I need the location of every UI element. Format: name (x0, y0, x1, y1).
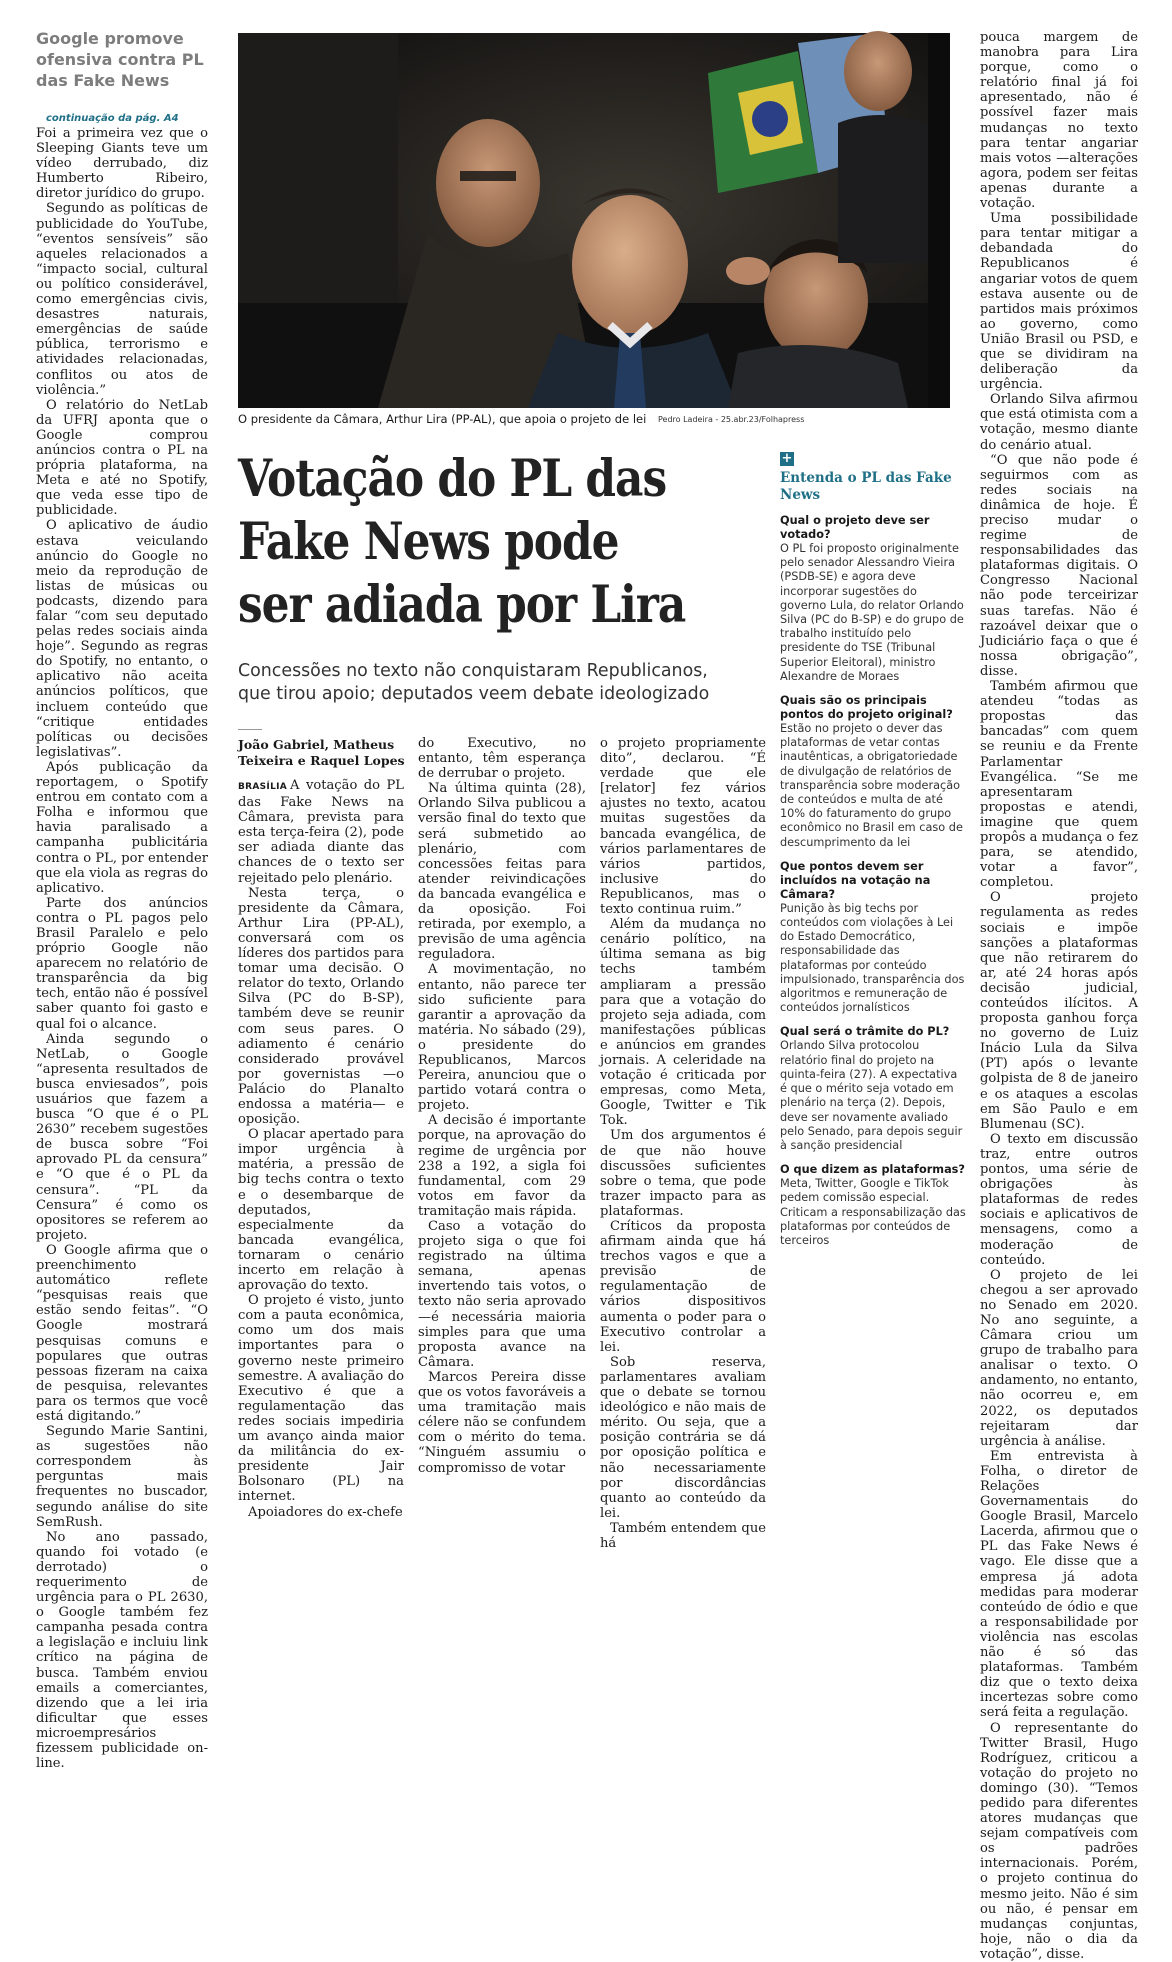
paragraph: Orlando Silva afirmou que está otimista com a votação, mesmo diante do cenário atual. (980, 392, 1138, 452)
sidebar-title: Entenda o PL das Fake News (780, 470, 966, 504)
section-kicker: Google promove ofensiva contra PL das Fake News (36, 28, 216, 91)
sidebar-answer: Orlando Silva protocolou relatório final do projeto na quinta-feira (27). A expectativa é que o mérito seja votado em plenário na terça (2). Depois, deve ser novamente avaliado pelo Senado, para depois seguir à sanção presidencial (780, 1039, 966, 1153)
byline-rule (238, 729, 262, 730)
paragraph: Em entrevista à Folha, o diretor de Relações Governamentais do Google Brasil, Marcelo Lacerda, afirmou que o PL das Fake News é vago. Ele disse que a empresa já adota medidas para moderar conteúdo de ódio e que a responsabilidade por violência nas escolas não é só das plataformas. Também diz que o texto deixa incertezas sobre como será feita a regulação. (980, 1449, 1138, 1721)
paragraph: “O que não pode é seguirmos com as redes sociais na dinâmica de hoje. É preciso mudar o regime de responsabilidades das plataformas digitais. O Congresso Nacional não pode terceirizar suas tarefas. Não é razoável deixar que o Judiciário faça o que é nossa obrigação”, disse. (980, 453, 1138, 679)
paragraph: O projeto é visto, junto com a pauta econômica, como um dos mais importantes para o governo neste primeiro semestre. A avaliação do Executivo é que a regulamentação das redes sociais impediria um avanço ainda maior da militância do ex-presidente Jair Bolsonaro (PL) na internet. (238, 1293, 404, 1504)
paragraph: O representante do Twitter Brasil, Hugo Rodríguez, criticou a votação do projeto no domingo (30). “Temos pedido para diferentes atores mudanças que sejam compatíveis com os padrões internacionais. Porém, o projeto continua do mesmo jeito. Não é sim ou não, é pensar em mudanças conjuntas, hoje, não o dia da votação”, disse. (980, 1721, 1138, 1962)
deck-line: Concessões no texto não conquistaram Republicanos, (238, 660, 768, 683)
paragraph: Também entendem que há (600, 1521, 766, 1551)
paragraph: Parte dos anúncios contra o PL pagos pelo Brasil Paralelo e pelo próprio Google não aparecem no relatório de transparência da big tech, então não é possível saber quanto foi gasto e qual foi o alcance. (36, 896, 208, 1032)
deck-line: que tirou apoio; deputados veem debate ideologizado (238, 683, 768, 706)
article-column-1 (238, 778, 404, 1344)
paragraph: O Google afirma que o preenchimento automático reflete “pesquisas reais que estão sendo feitas”. “O Google mostrará pesquisas comuns e populares que outras pessoas fizeram na caixa de pesquisa, relevantes para os termos que você está digitando.” (36, 1243, 208, 1424)
explainer-sidebar (780, 452, 966, 1344)
sidebar-question: Quais são os principais pontos do projeto original? (780, 694, 966, 722)
sidebar-item (780, 514, 966, 684)
article-column-3 (600, 736, 766, 1344)
photo-caption: O presidente da Câmara, Arthur Lira (PP-AL), que apoia o projeto de lei (238, 412, 646, 426)
sidebar-question: Que pontos devem ser incluídos na votação na Câmara? (780, 860, 966, 902)
sidebar-answer: Punição às big techs por conteúdos com violações à Lei do Estado Democrático, responsabilidade das plataformas por conteúdo impulsionado, transparência dos algoritmos e remuneração de conteúdos jornalísticos (780, 902, 966, 1016)
paragraph: Marcos Pereira disse que os votos favoráveis a uma tramitação mais célere não se confundem com o mérito do tema. “Ninguém assumiu o compromisso de votar (418, 1370, 586, 1476)
paragraph: Apoiadores do ex-chefe (238, 1505, 404, 1520)
continued-note: continuação da pág. A4 (36, 112, 208, 126)
paragraph: O projeto de lei chegou a ser aprovado no Senado em 2020. No ano seguinte, a Câmara criou um grupo de trabalho para analisar o texto. O andamento, no entanto, não ocorreu e, em 2022, os deputados rejeitaram dar urgência à análise. (980, 1268, 1138, 1449)
headline (238, 448, 685, 637)
dateline: BRASÍLIA (238, 782, 287, 792)
paragraph: pouca margem de manobra para Lira porque, como o relatório final já foi apresentado, não é possível fazer mais mudanças no texto para tentar angariar mais votos —alterações agora, podem ser feitas apenas durante a votação. (980, 30, 1138, 211)
photo-illustration (238, 33, 950, 408)
paragraph: Após publicação da reportagem, o Spotify entrou em contato com a Folha e informou que havia paralisado a campanha publicitária contra o PL, por entender que ela viola as regras do aplicativo. (36, 760, 208, 896)
headline-line: Votação do PL das (238, 448, 685, 511)
paragraph: Uma possibilidade para tentar mitigar a debandada do Republicanos é angariar votos de quem estava ausente ou de partidos mais próximos ao governo, como União Brasil ou PSD, e que se dividiram na deliberação da urgência. (980, 211, 1138, 392)
sidebar-question: O que dizem as plataformas? (780, 1163, 966, 1177)
paragraph: O aplicativo de áudio estava veiculando anúncio do Google no meio da reprodução de listas de músicas ou podcasts, dizendo para falar “com seu deputado pelas redes sociais ainda hoje”. Segundo as regras do Spotify, no entanto, o aplicativo não aceita anúncios políticos, que incluem conteúdo que “critique entidades políticas ou decisões legislativas”. (36, 518, 208, 760)
paragraph: Sob reserva, parlamentares avaliam que o debate se tornou ideológico e não mais de mérito. Ou seja, que a posição contrária se dá por oposição política e não necessariamente por discordâncias quanto ao conteúdo da lei. (600, 1355, 766, 1521)
plus-icon: + (780, 452, 794, 466)
sidebar-item (780, 1163, 966, 1248)
paragraph: Segundo as políticas de publicidade do YouTube, “eventos sensíveis” são aqueles relacionados a “impacto social, cultural ou político considerável, como emergências civis, desastres naturais, emergências de saúde pública, terrorismo e atividades relacionadas, conflitos ou atos de violência.” (36, 201, 208, 397)
paragraph: Segundo Marie Santini, as sugestões não correspondem às perguntas mais frequentes no buscador, segundo análise do site SemRush. (36, 1424, 208, 1530)
paragraph: A decisão é importante porque, na aprovação do regime de urgência por 238 a 192, a sigla foi fundamental, com 29 votos em favor da tramitação mais rápida. (418, 1113, 586, 1219)
photo-credit: Pedro Ladeira - 25.abr.23/Folhapress (658, 415, 804, 424)
paragraph: Caso a votação do projeto siga o que foi registrado na última semana, apenas invertendo tais votos, o texto não seria aprovado —é necessária maioria simples para que uma proposta avance na Câmara. (418, 1219, 586, 1370)
paragraph: Um dos argumentos é de que não houve discussões suficientes sobre o tema, que pode trazer impacto para as plataformas. (600, 1128, 766, 1219)
headline-line: ser adiada por Lira (238, 574, 685, 637)
paragraph: O relatório do NetLab da UFRJ aponta que o Google comprou anúncios contra o PL na própria plataforma, na Meta e até no Spotify, que veda esse tipo de publicidade. (36, 398, 208, 519)
paragraph: No ano passado, quando foi votado (e derrotado) o requerimento de urgência para o PL 2630, o Google também fez campanha pesada contra a legislação e incluiu link crítico na página de busca. Também enviou emails a comerciantes, dizendo que a lei iria dificultar que esses microempresários fizessem publicidade on-line. (36, 1530, 208, 1772)
paragraph: do Executivo, no entanto, têm esperança de derrubar o projeto. (418, 736, 586, 781)
sidebar-item (780, 1025, 966, 1153)
paragraph: O texto em discussão traz, entre outros pontos, uma série de obrigações às plataformas de redes sociais e aplicativos de mensagens, como a moderação de conteúdo. (980, 1132, 1138, 1268)
article-column-4 (980, 30, 1138, 1344)
news-photo (238, 33, 950, 408)
subheadline (238, 660, 768, 706)
paragraph: O projeto regulamenta as redes sociais e impõe sanções a plataformas que não retirarem do ar, até 24 horas após decisão judicial, conteúdos ilícitos. A proposta ganhou força no governo de Luiz Inácio Lula da Silva (PT) após o levante golpista de 8 de janeiro e os ataques a escolas em São Paulo e em Blumenau (SC). (980, 890, 1138, 1132)
headline-line: Fake News pode (238, 511, 685, 574)
paragraph (238, 778, 404, 886)
sidebar-answer: Estão no projeto o dever das plataformas de vetar contas inautênticas, a obrigatoriedade de divulgação de relatórios de transparência sobre moderação de conteúdos e multa de até 10% do faturamento do grupo econômico no Brasil em caso de descumprimento da lei (780, 722, 966, 850)
paragraph: A movimentação, no entanto, não parece ter sido suficiente para garantir a aprovação da matéria. No sábado (29), o presidente do Republicanos, Marcos Pereira, anunciou que o partido votará contra o projeto. (418, 962, 586, 1113)
paragraph: Além da mudança no cenário político, na última semana as big techs também ampliaram a pressão para que a votação do projeto seja adiada, com manifestações públicas e anúncios em grandes jornais. A celeridade na votação é criticada por empresas, como Meta, Google, Twitter e Tik Tok. (600, 917, 766, 1128)
paragraph: Nesta terça, o presidente da Câmara, Arthur Lira (PP-AL), conversará com os líderes dos partidos para tomar uma decisão. O relator do texto, Orlando Silva (PC do B-SP), também deve se reunir com seus pares. O adiamento é cenário considerado provável por governistas —o Palácio do Planalto endossa a matéria— e oposição. (238, 886, 404, 1128)
byline: João Gabriel, Matheus Teixeira e Raquel Lopes (238, 737, 408, 769)
sidebar-question: Qual será o trâmite do PL? (780, 1025, 966, 1039)
lead-text: A votação do PL das Fake News na Câmara, prevista para esta terça-feira (2), pode ser adiada diante das chances de o texto ser rejeitado pelo plenário. (238, 778, 404, 886)
sidebar-answer: O PL foi proposto originalmente pelo senador Alessandro Vieira (PSDB-SE) e agora deve incorporar sugestões do governo Lula, do relator Orlando Silva (PC do B-SP) e do grupo de trabalho instituído pelo presidente do TSE (Tribunal Superior Eleitoral), ministro Alexandre de Moraes (780, 542, 966, 684)
paragraph: o projeto propriamente dito”, declarou. “É verdade que ele [relator] fez vários ajustes no texto, acatou muitas sugestões da bancada evangélica, de vários parlamentares de vários partidos, inclusive do Republicanos, mas o texto continua ruim.” (600, 736, 766, 917)
sidebar-item (780, 860, 966, 1016)
sidebar-answer: Meta, Twitter, Google e TikTok pedem comissão especial. Criticam a responsabilização das plataformas por conteúdos de terceiros (780, 1177, 966, 1248)
sidebar-question: Qual o projeto deve ser votado? (780, 514, 966, 542)
paragraph: O placar apertado para impor urgência à matéria, a pressão de big techs contra o texto e o desembarque de deputados, especialmente da bancada evangélica, tornaram o cenário incerto em relação à aprovação do texto. (238, 1127, 404, 1293)
left-column (36, 112, 208, 1344)
paragraph: Foi a primeira vez que o Sleeping Giants teve um vídeo derrubado, diz Humberto Ribeiro, diretor jurídico do grupo. (36, 126, 208, 201)
paragraph: Ainda segundo o NetLab, o Google “apresenta resultados de busca enviesados”, pois usuários que fazem a busca “O que é o PL 2630” recebem sugestões de busca sobre “Foi aprovado PL da censura” e “O que é o PL da censura”. “PL da Censura” é como os opositores se referem ao projeto. (36, 1032, 208, 1243)
sidebar-item (780, 694, 966, 850)
article-column-2 (418, 736, 586, 1344)
paragraph: Críticos da proposta afirmam ainda que há trechos vagos e que a previsão de regulamentação de vários dispositivos aumenta o poder para o Executivo controlar a lei. (600, 1219, 766, 1355)
paragraph: Na última quinta (28), Orlando Silva publicou a versão final do texto que será submetido ao plenário, com concessões feitas para atender reivindicações da bancada evangélica e da oposição. Foi retirada, por exemplo, a previsão de uma agência reguladora. (418, 781, 586, 962)
paragraph: Também afirmou que atendeu “todas as propostas das bancadas” com quem se reuniu e da Frente Parlamentar Evangélica. “Se me apresentaram propostas e atendi, imagine que quem propôs a mudança o fez para, se atendido, votar a favor”, completou. (980, 679, 1138, 890)
